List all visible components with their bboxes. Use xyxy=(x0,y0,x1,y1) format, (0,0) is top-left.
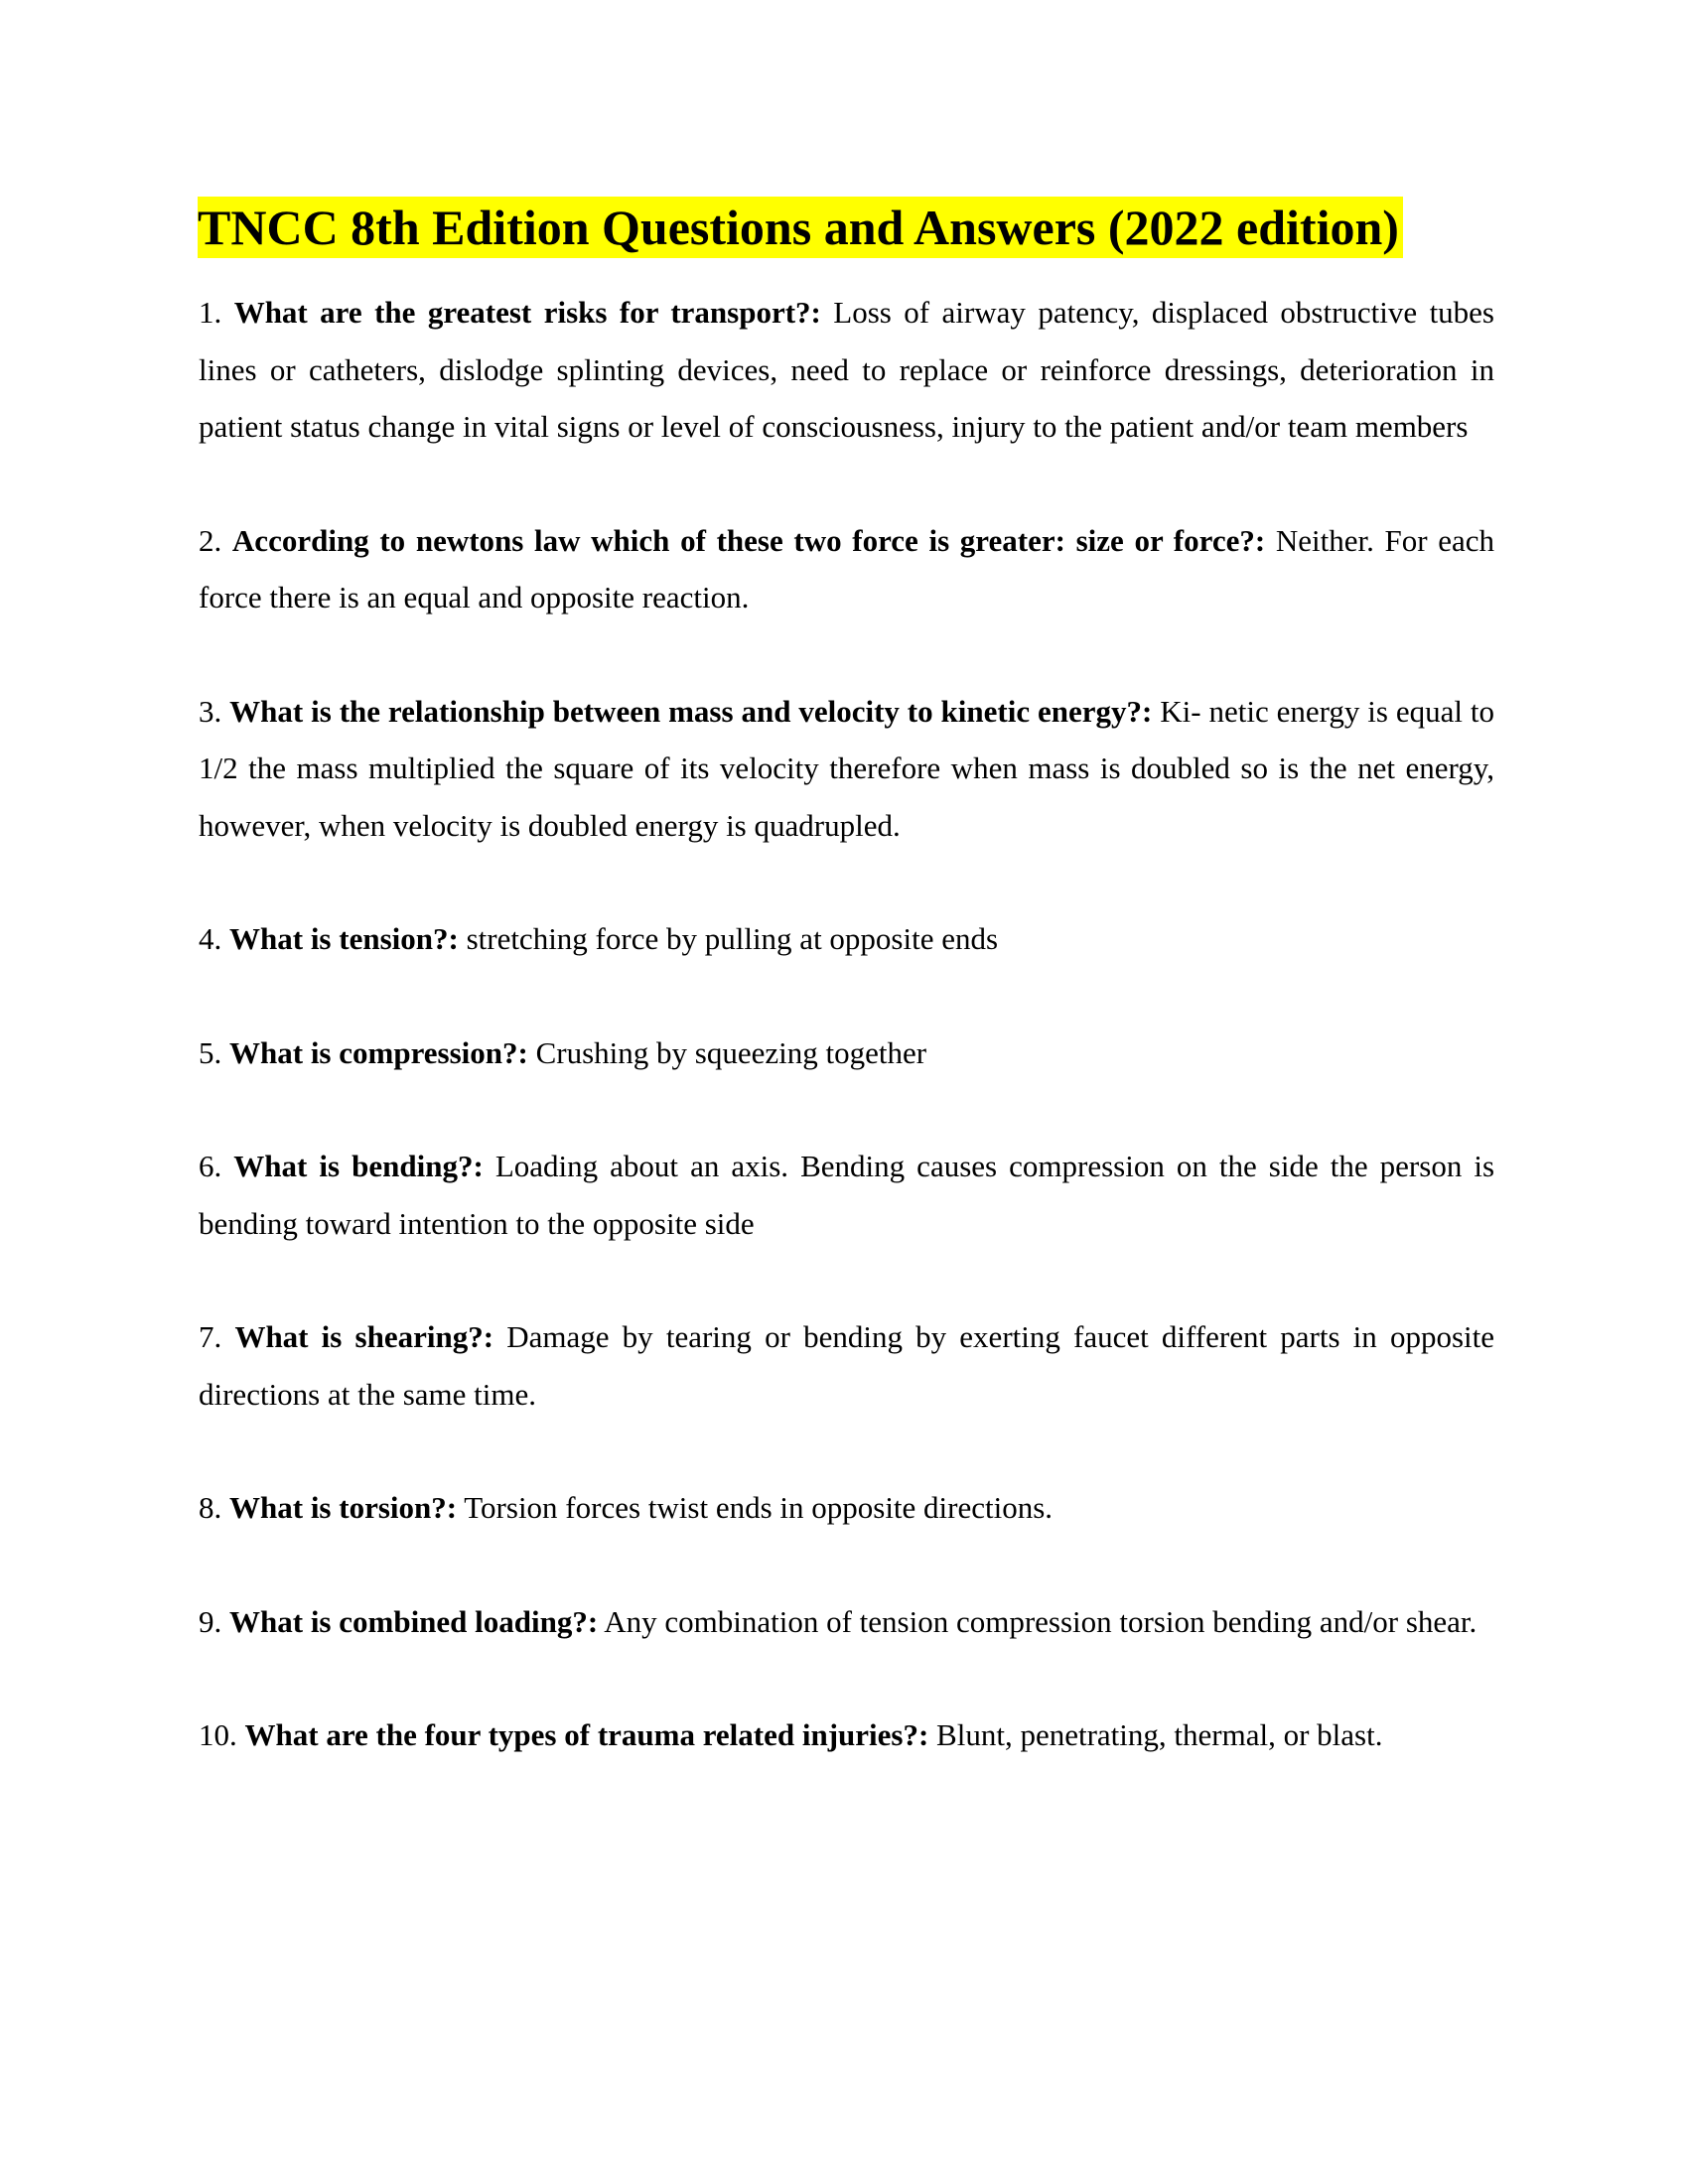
qa-number: 4. xyxy=(199,921,222,956)
qa-item xyxy=(199,1593,1494,1651)
qa-question: What is combined loading?: xyxy=(229,1603,599,1639)
qa-answer: Damage by tearing or bending by exerting faucet different parts in opposite directions at the same time. xyxy=(199,1319,1495,1412)
qa-item xyxy=(199,1024,1494,1082)
qa-number: 7. xyxy=(199,1319,222,1354)
qa-answer: Loss of airway patency, displaced obstructive tubes lines or catheters, dislodge splinting devices, need to replace or reinforce dressings, deterioration in patient status change in vital signs or level of consciousness, injury to the patient and/or team members xyxy=(199,295,1494,444)
qa-question: According to newtons law which of these two force is greater: size or force?: xyxy=(231,522,1266,558)
qa-answer: Torsion forces twist ends in opposite directions. xyxy=(464,1490,1054,1525)
qa-answer: Crushing by squeezing together xyxy=(535,1034,927,1070)
qa-question: What is bending?: xyxy=(233,1149,484,1183)
page-title: TNCC 8th Edition Questions and Answers (2022 edition) xyxy=(198,197,1403,258)
qa-item xyxy=(199,910,1494,968)
qa-item xyxy=(199,1138,1494,1252)
qa-answer: stretching force by pulling at opposite ends xyxy=(466,921,999,956)
qa-number: 5. xyxy=(199,1034,222,1070)
qa-item xyxy=(199,683,1494,855)
qa-question: What is shearing?: xyxy=(234,1319,494,1354)
title-block xyxy=(198,197,1498,258)
qa-question: What are the four types of trauma related injuries?: xyxy=(244,1717,929,1752)
qa-item xyxy=(199,1706,1494,1764)
qa-answer: Neither. For each force there is an equal and opposite reaction. xyxy=(199,522,1495,614)
qa-answer: Any combination of tension compression torsion bending and/or shear. xyxy=(604,1603,1477,1639)
qa-list xyxy=(199,284,1494,1821)
qa-answer: Ki- netic energy is equal to 1/2 the mass multiplied the square of its velocity therefore when mass is doubled so is the net energy, however, when velocity is doubled energy is quadrupled. xyxy=(199,693,1495,843)
qa-number: 1. xyxy=(199,295,222,330)
qa-answer: Blunt, penetrating, thermal, or blast. xyxy=(936,1717,1383,1752)
qa-question: What are the greatest risks for transport?: xyxy=(233,295,821,330)
qa-question: What is tension?: xyxy=(229,921,459,956)
qa-number: 8. xyxy=(199,1490,222,1525)
qa-question: What is compression?: xyxy=(229,1034,528,1070)
qa-question: What is the relationship between mass and velocity to kinetic energy?: xyxy=(229,693,1153,729)
qa-item xyxy=(199,512,1494,626)
qa-item xyxy=(199,1479,1494,1537)
qa-number: 10. xyxy=(199,1717,237,1752)
qa-question: What is torsion?: xyxy=(229,1490,458,1525)
qa-number: 6. xyxy=(199,1149,222,1183)
qa-number: 2. xyxy=(199,522,222,558)
qa-item xyxy=(199,1308,1494,1423)
qa-number: 9. xyxy=(199,1603,222,1639)
qa-number: 3. xyxy=(199,693,222,729)
qa-item xyxy=(199,284,1494,456)
qa-answer: Loading about an axis. Bending causes compression on the side the person is bending toward intention to the opposite side xyxy=(199,1149,1495,1241)
